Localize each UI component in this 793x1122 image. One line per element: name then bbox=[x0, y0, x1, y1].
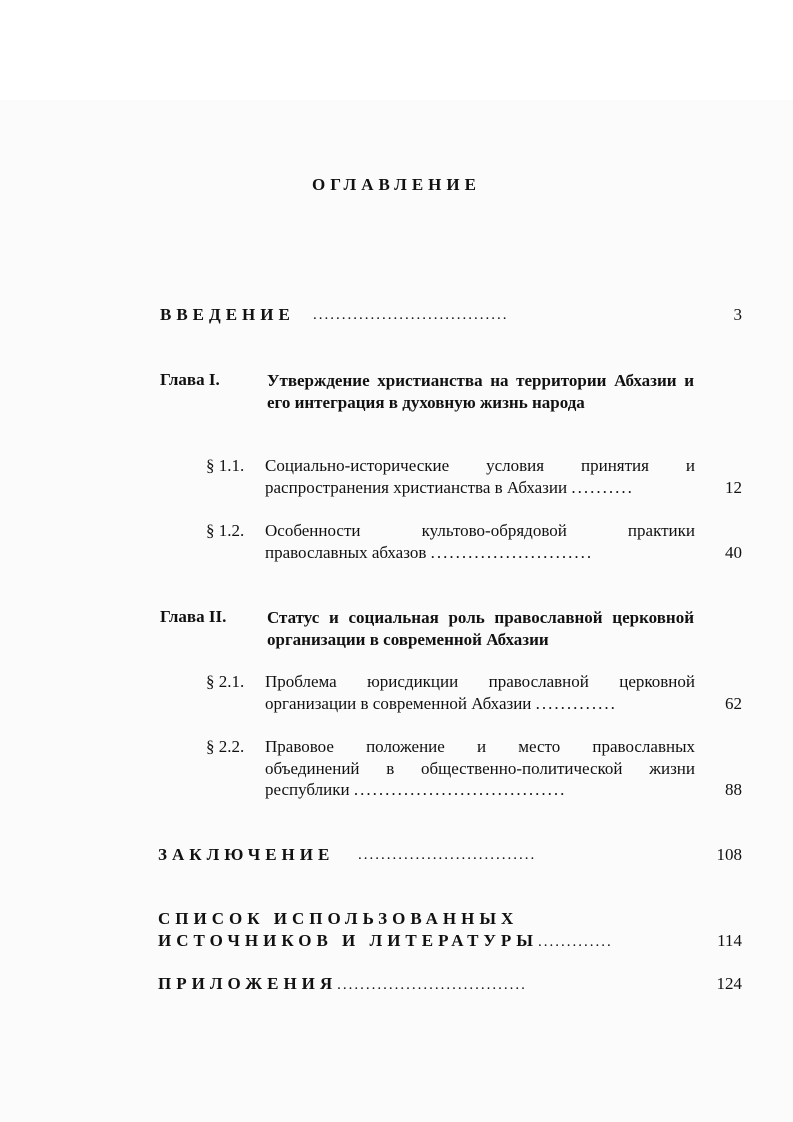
section-2-1-line1[interactable]: Проблема юрисдикции православной церковной bbox=[265, 672, 695, 691]
section-1-2-label: § 1.2. bbox=[206, 521, 245, 540]
section-1-1-dots: .......... bbox=[571, 478, 634, 497]
section-1-1-line1[interactable]: Социально-исторические условия принятия и bbox=[265, 456, 695, 475]
section-2-2-line2[interactable]: объединений в общественно-политической жизни bbox=[265, 759, 695, 778]
section-1-2-page: 40 bbox=[725, 543, 742, 562]
toc-heading: ОГЛАВЛЕНИЕ bbox=[312, 175, 481, 194]
conclusion-page: 108 bbox=[716, 845, 742, 864]
intro-page: 3 bbox=[733, 305, 742, 324]
section-2-1-label: § 2.1. bbox=[206, 672, 245, 691]
section-2-1-line2[interactable] bbox=[265, 694, 617, 714]
chapter2-title[interactable]: Статус и социальная роль православной церковной организации в современной Абхазии bbox=[267, 608, 694, 649]
section-2-2-dots: .................................. bbox=[353, 780, 567, 799]
section-1-2-line2[interactable] bbox=[265, 543, 593, 563]
appendix-line[interactable] bbox=[158, 974, 527, 994]
intro-label[interactable]: ВВЕДЕНИЕ bbox=[160, 305, 295, 324]
section-1-2-title-end: православных абхазов bbox=[265, 543, 427, 562]
sources-dots: ............. bbox=[537, 934, 613, 950]
conclusion-label[interactable]: ЗАКЛЮЧЕНИЕ bbox=[158, 845, 335, 864]
section-2-1-dots: ............. bbox=[535, 694, 617, 713]
section-2-1-page: 62 bbox=[725, 694, 742, 713]
section-2-2-line3[interactable] bbox=[265, 780, 566, 800]
appendix-page: 124 bbox=[716, 974, 742, 993]
chapter1-label: Глава I. bbox=[160, 370, 220, 389]
section-1-1-title-end: распространения христианства в Абхазии bbox=[265, 478, 568, 497]
sources-line1[interactable]: СПИСОК ИСПОЛЬЗОВАННЫХ bbox=[158, 909, 519, 928]
section-2-2-page: 88 bbox=[725, 780, 742, 799]
section-1-2-dots: .......................... bbox=[430, 543, 594, 562]
sources-title-end: ИСТОЧНИКОВ И ЛИТЕРАТУРЫ bbox=[158, 931, 538, 950]
appendix-dots: ................................. bbox=[337, 977, 527, 993]
section-2-2-title-end: республики bbox=[265, 780, 350, 799]
section-2-2-line1[interactable]: Правовое положение и место православных bbox=[265, 737, 695, 756]
section-1-1-line2[interactable] bbox=[265, 478, 634, 498]
section-1-2-line1[interactable]: Особенности культово-обрядовой практики bbox=[265, 521, 695, 540]
appendix-label: ПРИЛОЖЕНИЯ bbox=[158, 974, 338, 993]
intro-dots: .................................. bbox=[313, 307, 509, 323]
sources-page: 114 bbox=[717, 931, 742, 950]
section-1-1-label: § 1.1. bbox=[206, 456, 245, 475]
sources-line2[interactable] bbox=[158, 931, 613, 951]
section-1-1-page: 12 bbox=[725, 478, 742, 497]
chapter2-label: Глава II. bbox=[160, 607, 227, 626]
section-2-1-title-end: организации в современной Абхазии bbox=[265, 694, 532, 713]
conclusion-dots: ............................... bbox=[358, 847, 537, 863]
chapter1-title[interactable]: Утверждение христианства на территории Абхазии и его интеграция в духовную жизнь народа bbox=[267, 371, 694, 412]
section-2-2-label: § 2.2. bbox=[206, 737, 245, 756]
